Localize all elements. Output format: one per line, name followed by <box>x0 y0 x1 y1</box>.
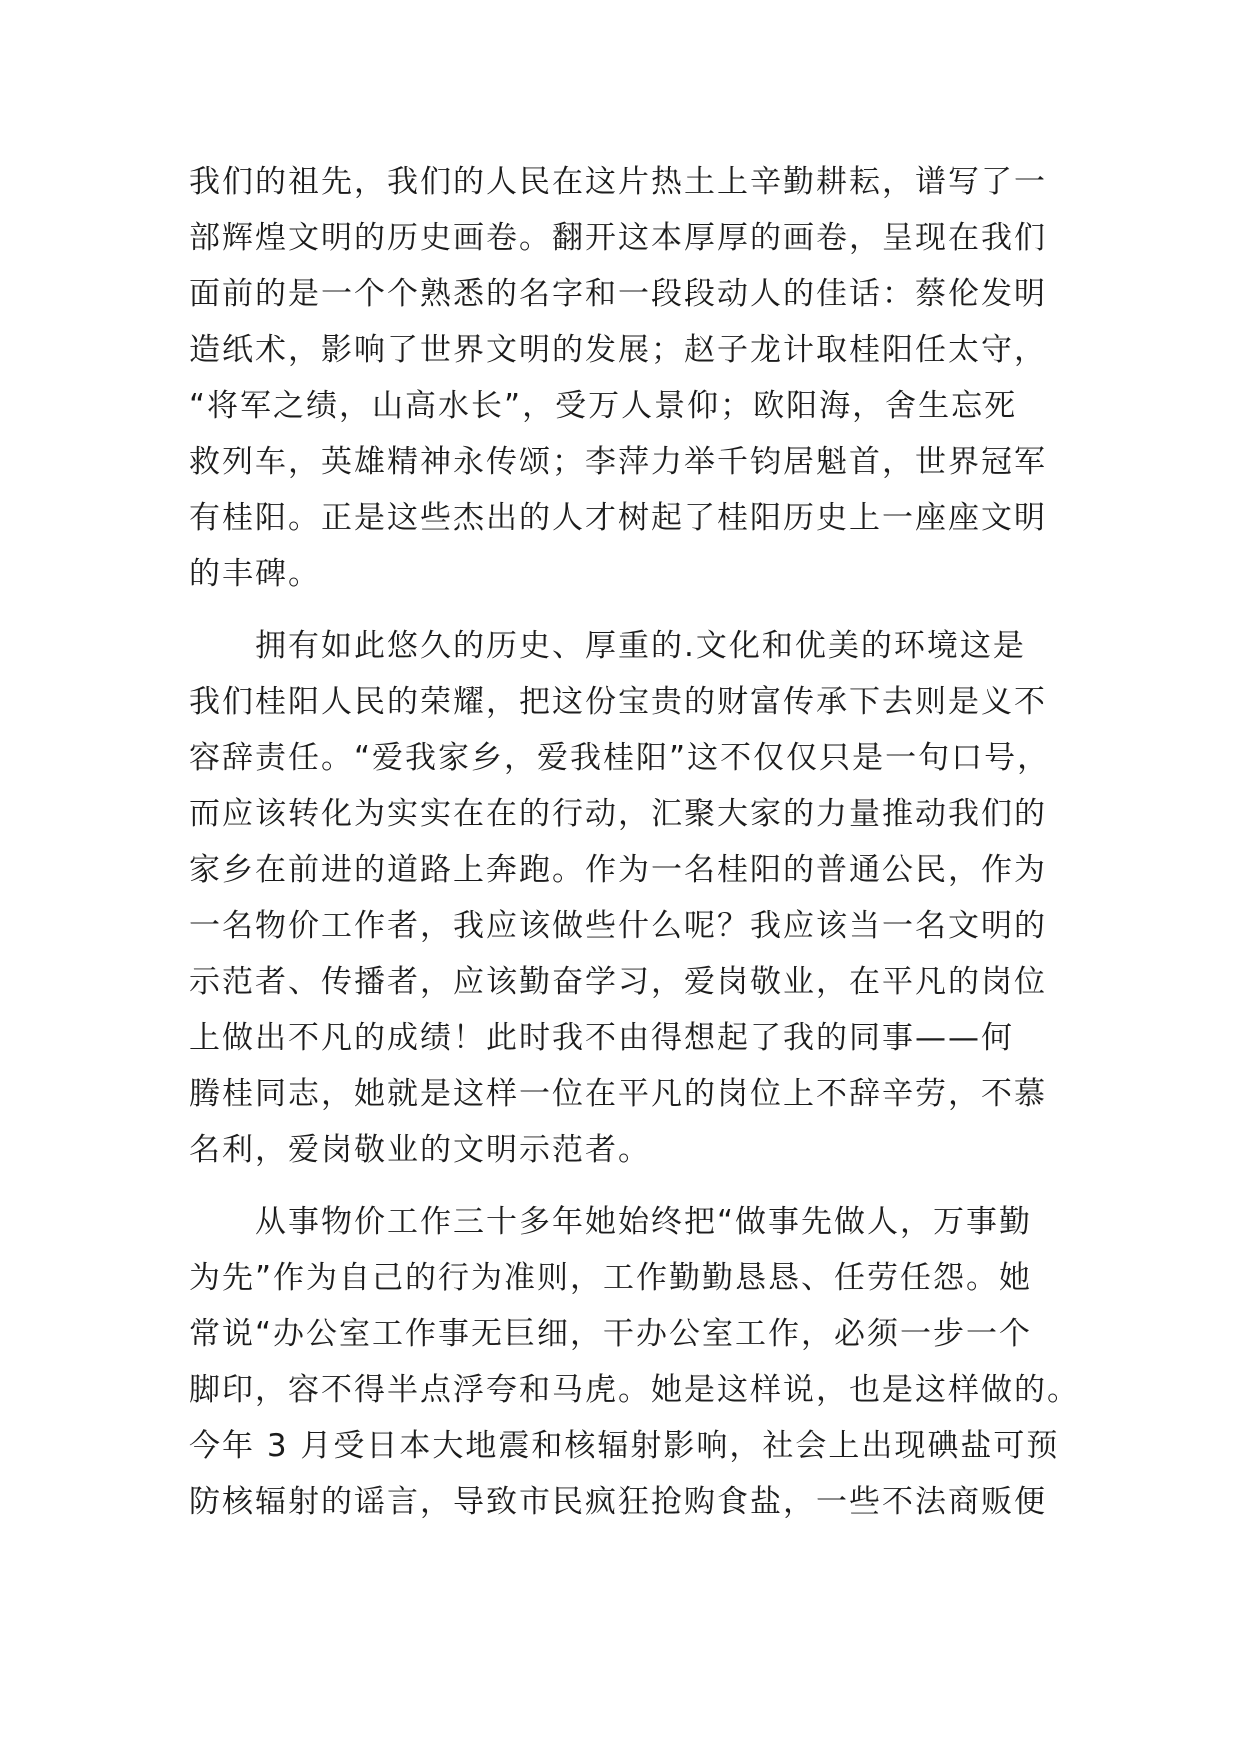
text-line: 防核辐射的谣言，导致市民疯狂抢购食盐，一些不法商贩便 <box>189 1484 1047 1520</box>
text-line: 我们桂阳人民的荣耀，把这份宝贵的财富传承下去则是义不 <box>189 684 1047 720</box>
text-line: 部辉煌文明的历史画卷。翻开这本厚厚的画卷，呈现在我们 <box>189 220 1047 256</box>
document-body <box>189 154 1080 1530</box>
text-line: 示范者、传播者，应该勤奋学习，爱岗敬业，在平凡的岗位 <box>189 964 1047 1000</box>
paragraph-3 <box>189 1194 1080 1530</box>
text-line: 为先”作为自己的行为准则，工作勤勤恳恳、任劳任怨。她 <box>189 1260 1033 1296</box>
text-line: 今年 3 月受日本大地震和核辐射影响，社会上出现碘盐可预 <box>189 1428 1060 1464</box>
paragraph-spacer <box>189 602 1059 618</box>
text-line: 腾桂同志，她就是这样一位在平凡的岗位上不辞辛劳，不慕 <box>189 1076 1047 1112</box>
text-line: 一名物价工作者，我应该做些什么呢？我应该当一名文明的 <box>189 908 1047 944</box>
text-line: 脚印，容不得半点浮夸和马虎。她是这样说，也是这样做的。 <box>189 1372 1080 1408</box>
text-line: 拥有如此悠久的历史、厚重的.文化和优美的环境这是 <box>189 628 1026 664</box>
paragraph-spacer <box>189 1178 1059 1194</box>
text-line: 面前的是一个个熟悉的名字和一段段动人的佳话：蔡伦发明 <box>189 276 1047 312</box>
text-line: 名利，爱岗敬业的文明示范者。 <box>189 1132 651 1168</box>
text-line: 而应该转化为实实在在的行动，汇聚大家的力量推动我们的 <box>189 796 1047 832</box>
text-line: 造纸术，影响了世界文明的发展；赵子龙计取桂阳任太守， <box>189 332 1047 368</box>
text-line: 救列车，英雄精神永传颂；李萍力举千钧居魁首，世界冠军 <box>189 444 1047 480</box>
text-line: 常说“办公室工作事无巨细，干办公室工作，必须一步一个 <box>189 1316 1033 1352</box>
text-line: 从事物价工作三十多年她始终把“做事先做人，万事勤 <box>189 1204 1033 1240</box>
text-line: 有桂阳。正是这些杰出的人才树起了桂阳历史上一座座文明 <box>189 500 1047 536</box>
text-line: 家乡在前进的道路上奔跑。作为一名桂阳的普通公民，作为 <box>189 852 1047 888</box>
paragraph-1 <box>189 154 1059 602</box>
paragraph-2 <box>189 618 1059 1178</box>
text-line: “将军之绩，山高水长”，受万人景仰；欧阳海，舍生忘死 <box>189 388 1018 424</box>
text-line: 容辞责任。“爱我家乡，爱我桂阳”这不仅仅只是一句口号， <box>189 740 1051 776</box>
text-line: 的丰碑。 <box>189 556 321 592</box>
text-line: 我们的祖先，我们的人民在这片热土上辛勤耕耘，谱写了一 <box>189 164 1047 200</box>
text-line: 上做出不凡的成绩！此时我不由得想起了我的同事——何 <box>189 1020 1014 1056</box>
